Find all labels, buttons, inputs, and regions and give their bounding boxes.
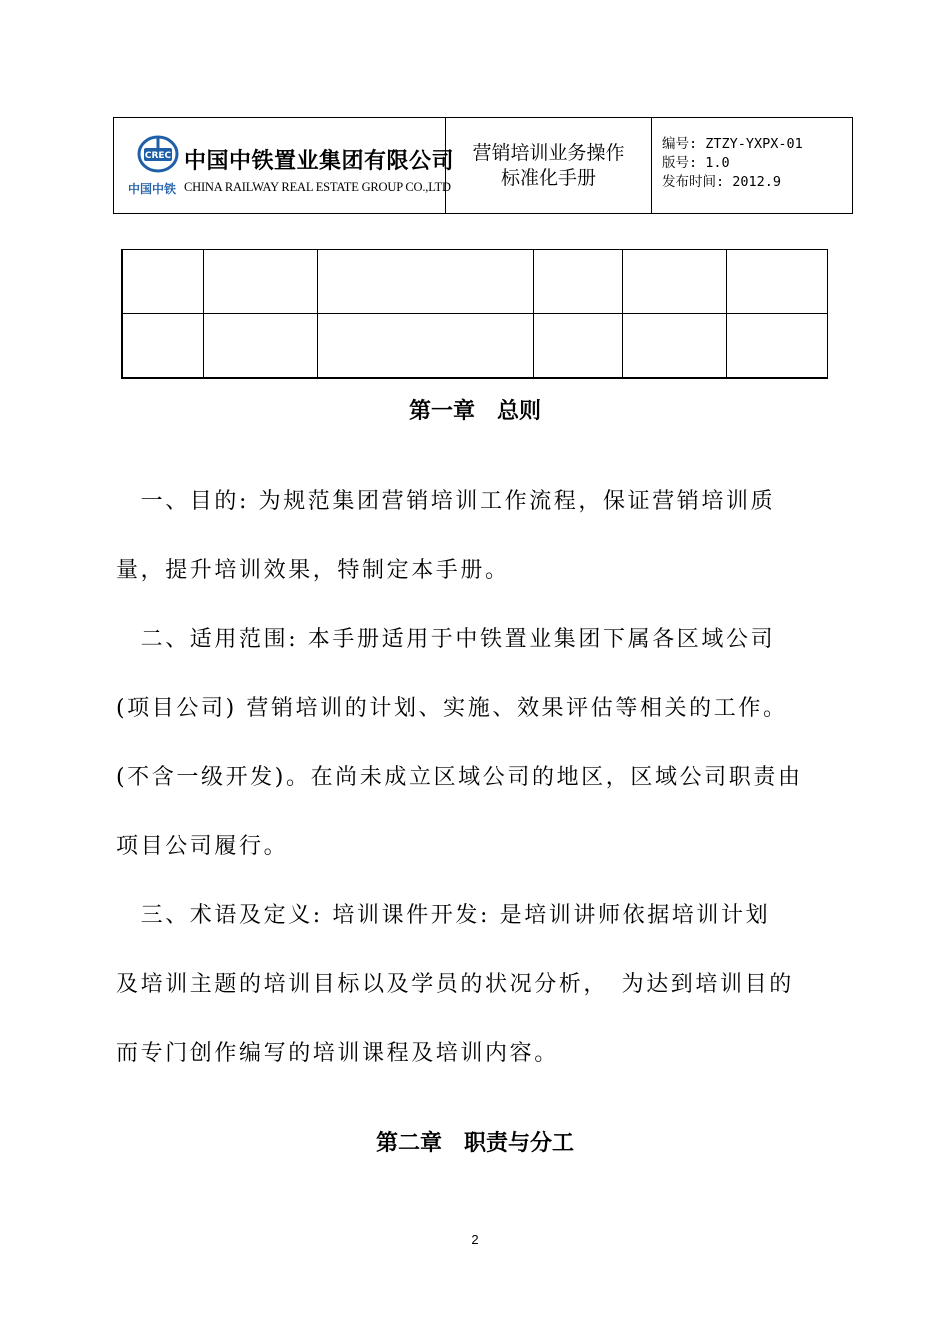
company-name-cn: 中国中铁置业集团有限公司: [184, 149, 455, 174]
publish-date: 发布时间: 2012.9: [662, 174, 782, 190]
document-code: 编号: ZTZY-YXPX-01: [662, 136, 803, 152]
empty-record-table: [121, 249, 828, 379]
chapter-title: 第一章 总则: [408, 399, 541, 424]
paragraph-line: 二、适用范围: 本手册适用于中铁置业集团下属各区域公司: [116, 627, 776, 652]
document-header: [113, 117, 853, 214]
page-number: 2: [471, 1232, 479, 1247]
manual-title-cell: [446, 118, 652, 213]
manual-title-line2: 标准化手册: [500, 166, 596, 189]
paragraph-line: 而专门创作编写的培训课程及培训内容。: [116, 1041, 559, 1066]
crec-logo-icon: [136, 134, 180, 176]
manual-title-line1: 营销培训业务操作: [472, 141, 625, 164]
table-cell: [204, 250, 318, 314]
company-logo-cell: [114, 118, 455, 213]
table-cell: [318, 250, 534, 314]
paragraph-line: 项目公司履行。: [116, 834, 289, 859]
table-row: [122, 250, 828, 314]
section-scope: [116, 605, 836, 881]
document-meta-cell: [652, 118, 852, 213]
paragraph-line: 三、术语及定义: 培训课件开发: 是培训讲师依据培训计划: [116, 903, 771, 928]
table-cell: [533, 250, 623, 314]
table-cell: [122, 250, 204, 314]
paragraph-line: 及培训主题的培训目标以及学员的状况分析， 为达到培训目的: [116, 972, 794, 997]
table-cell: [318, 314, 534, 378]
logo-subtext: 中国中铁: [128, 182, 177, 196]
table-cell: [727, 250, 828, 314]
paragraph-line: (不含一级开发)。在尚未成立区域公司的地区，区域公司职责由: [116, 765, 803, 790]
table-cell: [122, 314, 204, 378]
table-cell: [533, 314, 623, 378]
table-cell: [204, 314, 318, 378]
paragraph-line: 量，提升培训效果，特制定本手册。: [116, 558, 510, 583]
company-name-en: CHINA RAILWAY REAL ESTATE GROUP CO.,LTD: [184, 180, 451, 194]
svg-text:CREC: CREC: [144, 151, 172, 161]
table-cell: [623, 314, 727, 378]
table-cell: [623, 250, 727, 314]
section-definitions: [116, 881, 836, 1088]
chapter-title: 第二章 职责与分工: [375, 1131, 574, 1156]
table-row: [122, 314, 828, 378]
document-version: 版号: 1.0: [662, 155, 730, 171]
paragraph-line: 一、目的: 为规范集团营销培训工作流程，保证营销培训质: [116, 489, 776, 514]
table-cell: [727, 314, 828, 378]
section-purpose: [116, 467, 836, 605]
paragraph-line: (项目公司) 营销培训的计划、实施、效果评估等相关的工作。: [116, 696, 788, 721]
